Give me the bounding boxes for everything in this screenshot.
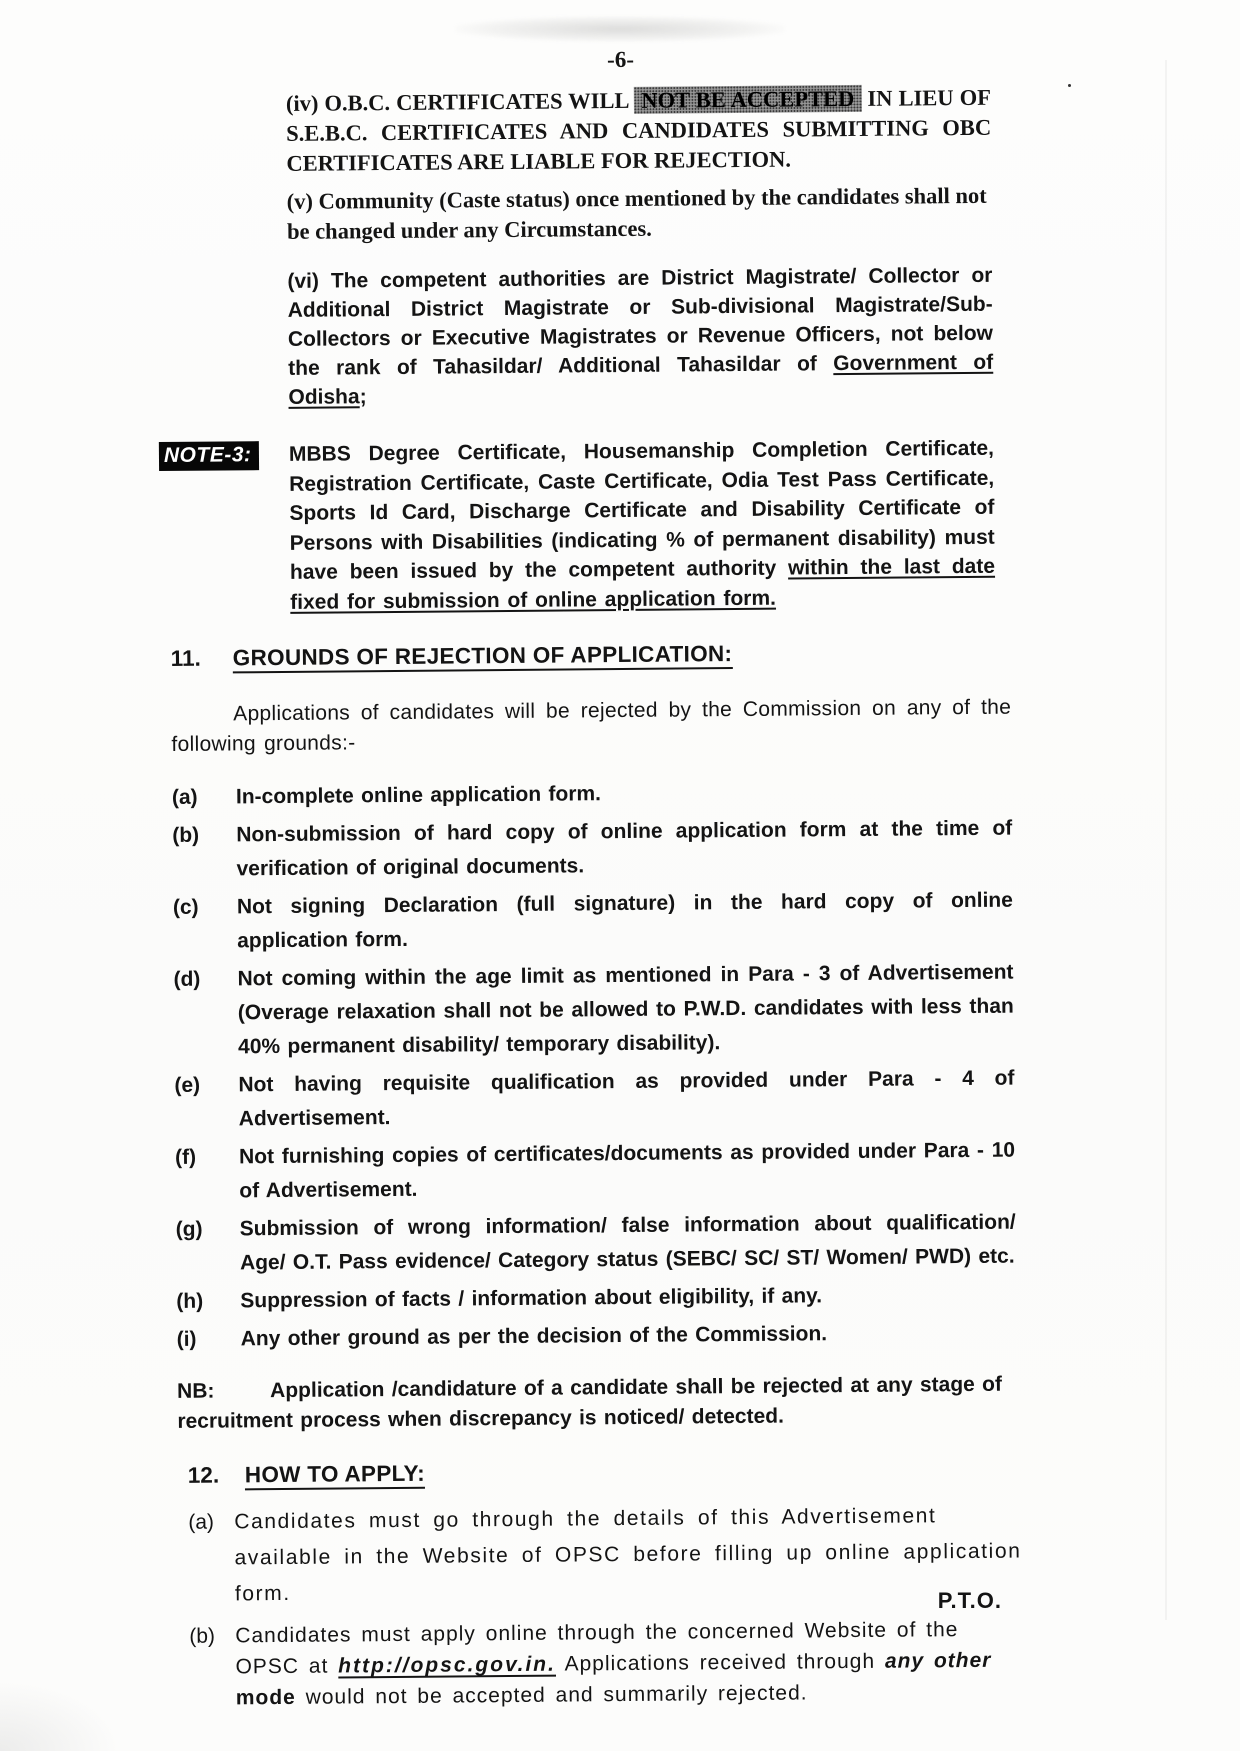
- list-item-h: [176, 1278, 1016, 1319]
- note-3-text: [289, 434, 996, 617]
- note-3-text-1: MBBS Degree Certificate, Housemanship Completion Certificate, Registration Certificate, Caste Certificate, Odia Test Pass Certificate, Sports Id Card, Discharge Certificate and Disability Certificate of Persons with Disabilities (indicating % of permanent disability) must have been issued by the competent authority: [288, 436, 995, 584]
- item-text: Non-submission of hard copy of online application form at the time of verification of original documents.: [236, 816, 1013, 881]
- item-marker-vi: (vi): [287, 269, 320, 293]
- note-3-block: [4, 432, 1240, 620]
- item-marker-v: (v): [286, 188, 314, 214]
- paragraph-vi-text-2: ;: [359, 385, 367, 409]
- list-item-f: [175, 1134, 1016, 1209]
- item-text: In-complete online application form.: [235, 782, 602, 809]
- list-item-b: [172, 812, 1013, 887]
- item-b-text-1: Candidates must apply online through the concerned Website of the OPSC at: [235, 1618, 959, 1679]
- list-item-e: [174, 1062, 1015, 1137]
- nb-text: Application /candidature of a candidate shall be rejected at any stage of recruitment process when discrepancy is noticed/ detected.: [177, 1372, 1003, 1433]
- paragraph-vi-text-1: The competent authorities are District Magistrate/ Collector or Additional District Magistrate or Sub-divisional Magistrate/Sub-Collectors or Executive Magistrates or Revenue Officers, not below the rank of Tahasildar/ Additional Tahasildar of: [287, 263, 994, 380]
- section-12-heading: [188, 1454, 1023, 1491]
- item-label: (a): [171, 785, 198, 809]
- item-text: Submission of wrong information/ false information about qualification/ Age/ O.T. Pass evidence/ Category status (SEBC/ SC/ ST/ Women/ PWD) etc.: [239, 1210, 1016, 1275]
- item-label: (g): [175, 1217, 203, 1241]
- item-label: (i): [176, 1327, 197, 1351]
- paragraph-v-text: Community (Caste status) once mentioned by the candidates shall not be changed under any Circumstances.: [286, 182, 987, 244]
- item-label: (b): [189, 1624, 216, 1648]
- item-label: (h): [176, 1289, 204, 1313]
- emphasis-mode: mode: [235, 1685, 296, 1710]
- paragraph-v: [287, 181, 992, 247]
- item-label: (b): [172, 823, 200, 847]
- item-text: Not furnishing copies of certificates/documents as provided under Para - 10 of Advertisement.: [238, 1138, 1016, 1203]
- item-text: Not having requisite qualification as provided under Para - 4 of Advertisement.: [238, 1066, 1015, 1131]
- opsc-url-text: http://opsc.gov.in.: [338, 1652, 556, 1678]
- section-12-title: HOW TO APPLY:: [245, 1461, 425, 1491]
- paragraph-iv-text-1: O.B.C. CERTIFICATES WILL: [324, 87, 635, 116]
- list-item-d: [173, 956, 1014, 1065]
- item-text: Candidates must go through the details of this Advertisement available in the Website of OPSC before filling up online application form.: [234, 1504, 1022, 1606]
- paragraph-vi: [287, 261, 993, 412]
- item-marker-iv: (iv): [285, 90, 319, 116]
- emphasis-any-other: any other: [884, 1648, 992, 1673]
- how-to-apply-item-b: [189, 1614, 1025, 1714]
- section-12: [188, 1454, 1025, 1714]
- section-11: [171, 637, 1018, 1437]
- section-12-number: 12.: [187, 1462, 220, 1488]
- section-11-intro: Applications of candidates will be rejected by the Commission on any of the following grounds:-: [171, 695, 1012, 756]
- highlighted-phrase: NOT BE ACCEPTED: [634, 85, 861, 114]
- section-11-number: 11.: [170, 645, 201, 671]
- item-text: Not coming within the age limit as mentioned in Para - 3 of Advertisement (Overage relaxation shall not be allowed to P.W.D. candidates with less than 40% permanent disability/ temporary disability).: [237, 960, 1014, 1059]
- item-label: (d): [173, 967, 201, 991]
- page-turn-over-mark: P.T.O.: [937, 1588, 1002, 1613]
- paragraph-iv-text-2: IN LIEU OF S.E.B.C. CERTIFICATES AND CANDIDATES SUBMITTING OBC CERTIFICATES ARE LIABLE FOR REJECTION.: [286, 84, 992, 176]
- list-item-a: [172, 774, 1012, 815]
- section-11-heading: [171, 637, 1011, 674]
- list-item-c: [173, 884, 1014, 959]
- underlined-phrase-government-of-odisha: Government of Odisha: [288, 350, 994, 409]
- page-number: -6-: [606, 46, 635, 73]
- item-b-text-3: would not be accepted and summarily rejected.: [295, 1681, 808, 1709]
- list-item-g: [176, 1206, 1017, 1281]
- item-label: (e): [174, 1073, 201, 1097]
- nb-note: [177, 1370, 1017, 1437]
- item-text: Any other ground as per the decision of the Commission.: [240, 1322, 828, 1351]
- how-to-apply-item-a: [188, 1498, 1024, 1613]
- item-label: (f): [174, 1145, 197, 1169]
- section-11-title: GROUNDS OF REJECTION OF APPLICATION:: [233, 641, 733, 673]
- item-text: Not signing Declaration (full signature) in the hard copy of online application form.: [236, 888, 1013, 953]
- item-b-text-2: Applications received through: [555, 1649, 885, 1676]
- paragraph-iv: [286, 83, 992, 179]
- note-3-label: NOTE-3:: [159, 441, 259, 471]
- item-text: Suppression of facts / information about eligibility, if any.: [240, 1284, 823, 1313]
- item-label: (a): [188, 1510, 215, 1534]
- list-item-i: [177, 1316, 1017, 1357]
- note-3-underlined-phrase: within the last date fixed for submission of online application form.: [290, 554, 996, 614]
- item-label: (c): [172, 895, 199, 919]
- grounds-list: [172, 774, 1017, 1357]
- item-text: [235, 1614, 1025, 1714]
- nb-label: NB:: [177, 1379, 215, 1403]
